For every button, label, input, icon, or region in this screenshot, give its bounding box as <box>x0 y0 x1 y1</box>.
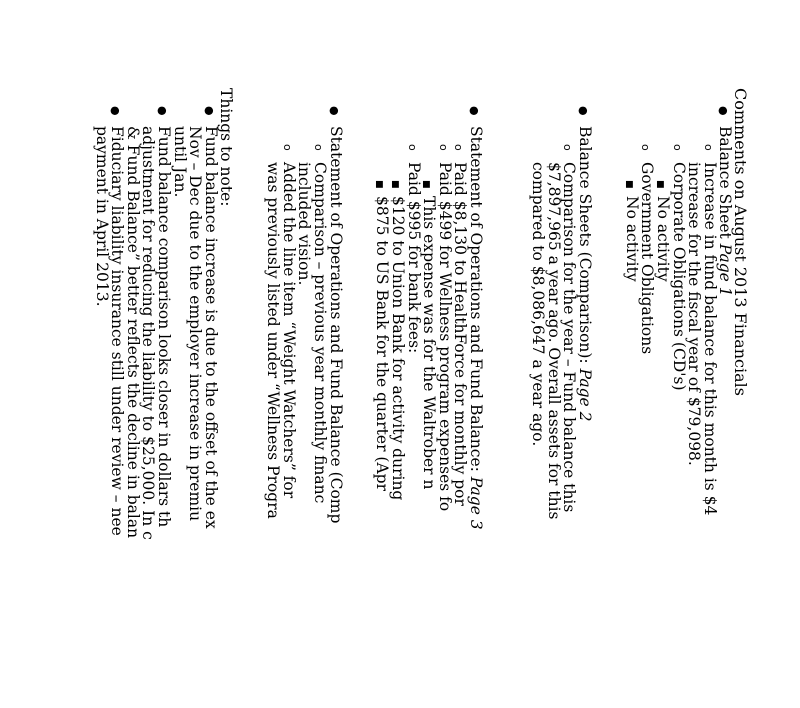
things-to-note-heading: Things to note: <box>217 88 236 207</box>
open-bullet-icon: o <box>405 144 419 151</box>
sub-item-text: This expense was for the Waltrober n <box>420 196 439 490</box>
bullet-icon: ● <box>327 106 341 116</box>
open-bullet-icon: o <box>701 144 715 151</box>
item-text: Comparison – previous year monthly financ <box>310 162 329 504</box>
list-item <box>701 144 717 708</box>
note-item-continued: Nov – Dec due to the employer increase in premiu <box>186 126 205 522</box>
list-item-continued: $7,897,965 a year ago. Overall assets for this <box>544 162 563 520</box>
list-item <box>311 144 327 708</box>
document-body <box>93 88 748 708</box>
sub-item-text: $875 to US Bank for the quarter (Apr <box>373 196 392 491</box>
list-item <box>639 144 655 708</box>
open-bullet-icon: o <box>280 144 294 151</box>
section-heading: Balance Sheets (Comparison): <box>576 126 595 364</box>
sub-item <box>654 180 673 708</box>
open-bullet-icon: o <box>452 144 466 151</box>
list-item <box>436 144 452 708</box>
list-item <box>670 144 686 708</box>
open-bullet-icon: o <box>639 144 653 151</box>
note-item-continued: adjustment for reducing the liability to $25,000. In c <box>139 126 158 540</box>
sub-item-text: No activity <box>654 196 673 282</box>
square-bullet-icon: ■ <box>421 180 432 189</box>
open-bullet-icon: o <box>561 144 575 151</box>
page-reference: Page 3 <box>466 476 485 530</box>
note-item-continued: payment in April 2013. <box>92 126 111 307</box>
sub-item-text: $120 to Union Bank for activity during <box>388 196 407 501</box>
note-text: Fund balance increase is due to the offset of the ex <box>201 126 220 529</box>
page-reference: Page 1 <box>716 243 735 297</box>
note-item-continued: until Jan. <box>170 126 189 198</box>
sub-item <box>421 180 437 708</box>
document-title: Comments on August 2013 Financials <box>731 88 750 396</box>
list-item <box>280 144 296 708</box>
sub-item-text: No activity <box>622 196 641 282</box>
bullet-icon: ● <box>717 106 731 116</box>
bullet-icon: ● <box>577 106 591 116</box>
item-text: Paid $499 for Wellness program expenses fo <box>435 162 454 512</box>
bullet-icon: ● <box>202 106 216 116</box>
sub-item <box>374 180 390 708</box>
item-text: Increase in fund balance for this month is $4 <box>700 162 719 516</box>
square-bullet-icon: ■ <box>374 180 385 189</box>
note-text: Fiduciary liability insurance still under review – nee <box>108 126 127 536</box>
item-text: Paid $8,130 to HealthForce for monthly por <box>451 162 470 506</box>
list-item <box>405 144 421 708</box>
bullet-icon: ● <box>467 106 481 116</box>
list-item <box>561 144 577 708</box>
list-item-continued: included vision. <box>295 162 314 286</box>
sub-item <box>623 180 639 708</box>
note-text: Fund balance comparison looks closer in dollars th <box>155 126 174 528</box>
item-text: Comparison for the year – Fund balance this <box>560 162 579 513</box>
page-reference: Page 2 <box>576 368 595 422</box>
item-text: Government Obligations <box>638 162 657 355</box>
open-bullet-icon: o <box>311 144 325 151</box>
bullet-icon: ● <box>109 106 123 116</box>
open-bullet-icon: o <box>436 144 450 151</box>
list-item-continued: was previously listed under “Wellness Progra <box>264 162 283 519</box>
section-heading: Balance Sheet <box>716 126 735 239</box>
square-bullet-icon: ■ <box>655 180 666 189</box>
open-bullet-icon: o <box>670 144 684 151</box>
item-text: Corporate Obligations (CD's) <box>669 162 688 391</box>
section-heading: Statement of Operations and Fund Balance (Comp <box>326 126 345 524</box>
section-heading: Statement of Operations and Fund Balance: <box>466 126 485 472</box>
list-item <box>452 144 468 708</box>
bullet-icon: ● <box>156 106 170 116</box>
list-item-continued: increase for the fiscal year of $79,098. <box>685 162 704 466</box>
square-bullet-icon: ■ <box>623 180 634 189</box>
item-text: Added the line item “Weight Watchers” for <box>279 162 298 499</box>
item-text: Paid $995 for bank fees: <box>404 162 423 354</box>
list-item-continued: compared to $8,086,647 a year ago. <box>529 162 548 447</box>
square-bullet-icon: ■ <box>389 180 400 189</box>
sub-item <box>389 180 405 708</box>
note-item-continued: & Fund Balance” better reflects the decline in balan <box>123 126 142 539</box>
